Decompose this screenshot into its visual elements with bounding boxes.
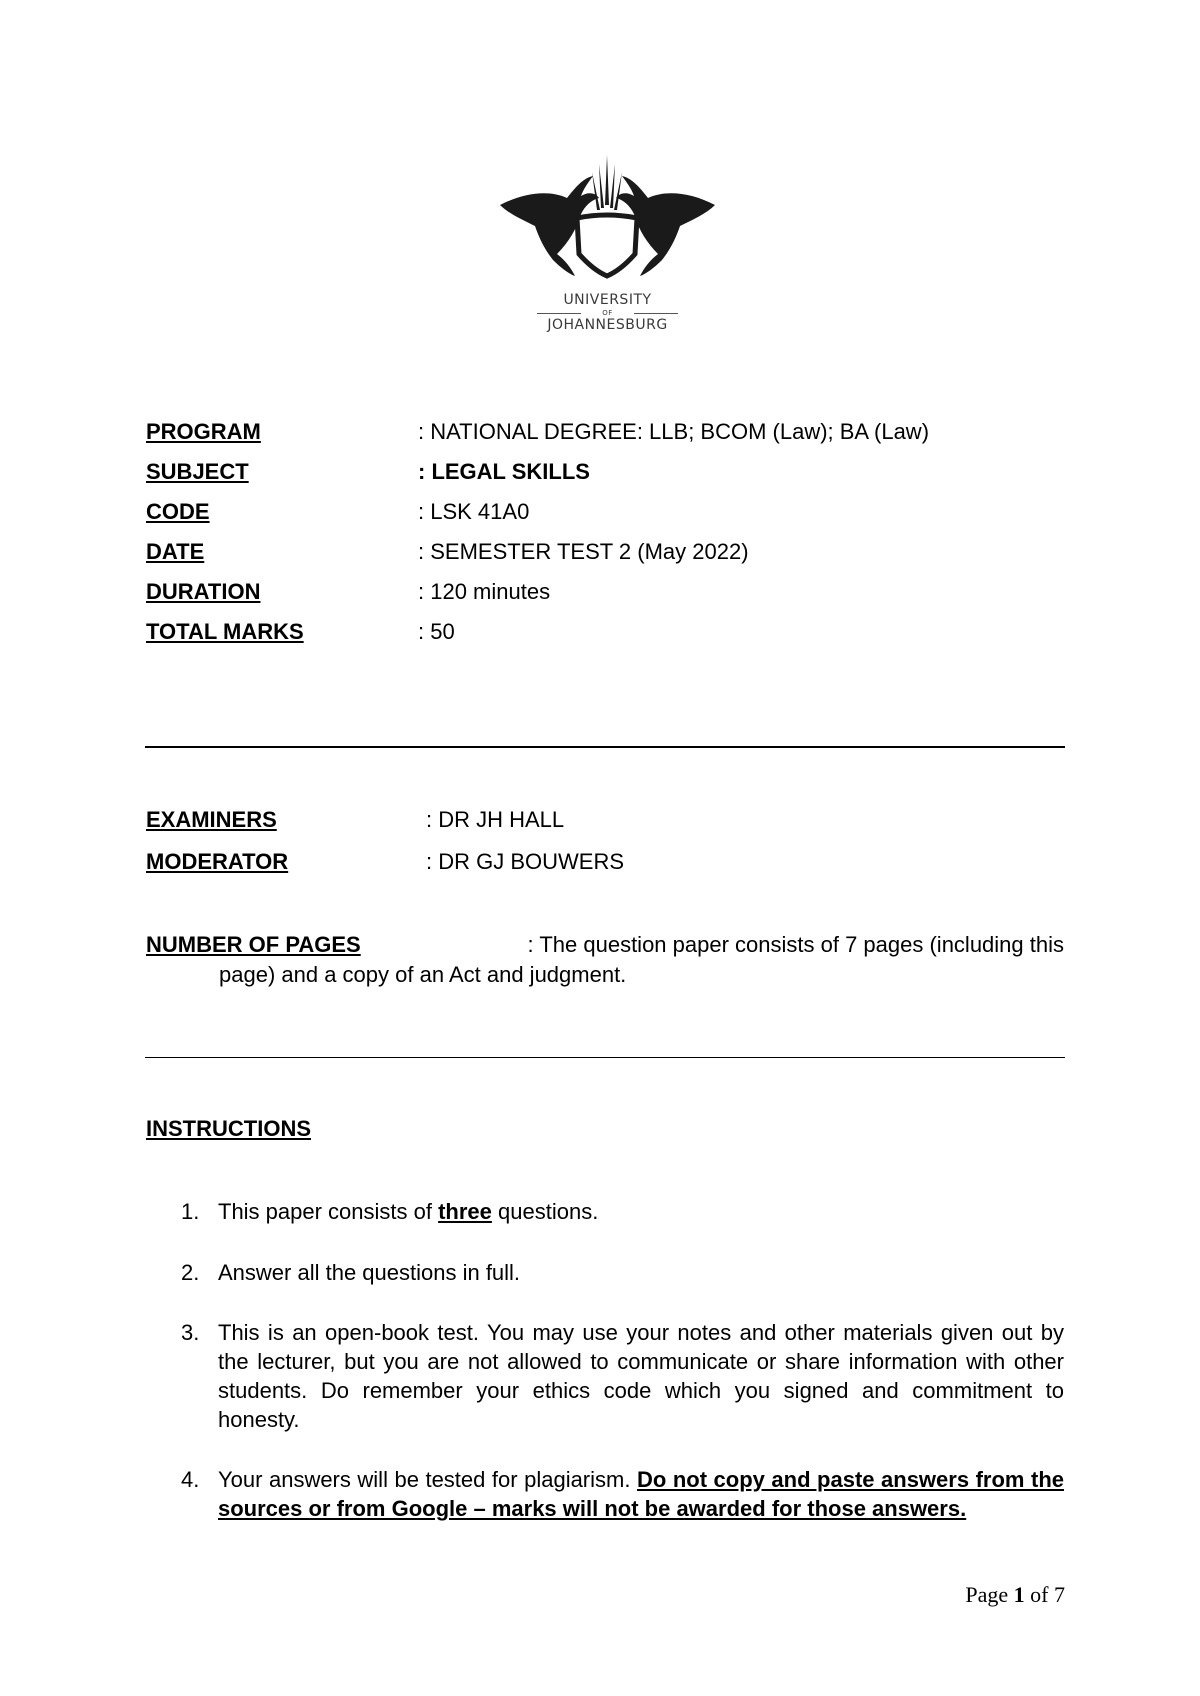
field-label: EXAMINERS xyxy=(146,807,277,832)
logo-text-university: UNIVERSITY xyxy=(563,292,652,308)
field-label: DURATION xyxy=(146,579,261,604)
pages-text-line1: : The question paper consists of 7 pages (including this xyxy=(527,932,1064,957)
field-duration xyxy=(146,579,551,605)
field-value: : SEMESTER TEST 2 (May 2022) xyxy=(418,539,749,564)
field-total-marks xyxy=(146,619,455,645)
instruction-item xyxy=(146,1465,1064,1523)
footer-page-word: Page xyxy=(965,1582,1009,1607)
item-number: 4. xyxy=(181,1467,200,1492)
instruction-item xyxy=(146,1258,1064,1287)
university-logo xyxy=(495,150,720,340)
instructions-heading: INSTRUCTIONS xyxy=(146,1116,311,1141)
field-code xyxy=(146,499,530,525)
field-examiners xyxy=(146,807,565,833)
page-footer xyxy=(965,1582,1065,1608)
item-number: 1. xyxy=(181,1199,200,1224)
number-of-pages xyxy=(146,930,1064,990)
item-emphasis: Do not copy and paste answers from the sources or from Google – marks will not be awarded for those answers. xyxy=(218,1467,1065,1521)
field-value: : 50 xyxy=(418,619,455,644)
item-text: Your answers will be tested for plagiarism. xyxy=(218,1467,637,1492)
field-label: DATE xyxy=(146,539,205,564)
pages-label: NUMBER OF PAGES xyxy=(146,932,361,957)
item-emphasis: three xyxy=(438,1199,492,1224)
field-moderator xyxy=(146,849,625,875)
field-value: : DR GJ BOUWERS xyxy=(426,849,625,874)
instruction-item xyxy=(146,1197,1064,1226)
logo-text-johannesburg: JOHANNESBURG xyxy=(547,317,668,333)
field-value: : LEGAL SKILLS xyxy=(418,459,590,484)
field-subject xyxy=(146,459,590,485)
logo-text-of: OF xyxy=(602,309,613,317)
field-label: TOTAL MARKS xyxy=(146,619,304,644)
footer-of-word: of xyxy=(1030,1582,1049,1607)
field-label: MODERATOR xyxy=(146,849,289,874)
pages-text-line2: page) and a copy of an Act and judgment. xyxy=(219,962,627,987)
item-text: This paper consists of xyxy=(218,1199,439,1224)
field-label: PROGRAM xyxy=(146,419,261,444)
footer-total-pages: 7 xyxy=(1054,1582,1065,1607)
field-value: : 120 minutes xyxy=(418,579,551,604)
field-label: SUBJECT xyxy=(146,459,249,484)
item-text: Answer all the questions in full. xyxy=(218,1260,521,1285)
field-date xyxy=(146,539,749,565)
field-program xyxy=(146,419,930,445)
divider-bottom xyxy=(145,1057,1065,1058)
footer-page-number: 1 xyxy=(1013,1582,1025,1607)
item-text: This is an open-book test. You may use your notes and other materials given out by the lecturer, but you are not allowed to communicate or share information with other students. Do remember your ethics code which you signed and commitment to honesty. xyxy=(218,1320,1064,1432)
field-value: : LSK 41A0 xyxy=(418,499,530,524)
field-label: CODE xyxy=(146,499,210,524)
logo-rule-right xyxy=(634,313,678,314)
field-value: : NATIONAL DEGREE: LLB; BCOM (Law); BA (Law) xyxy=(418,419,930,444)
hornbill-crest-icon xyxy=(495,150,720,290)
item-text: questions. xyxy=(491,1199,599,1224)
item-number: 2. xyxy=(181,1260,200,1285)
divider-top xyxy=(145,746,1065,748)
field-value: : DR JH HALL xyxy=(426,807,565,832)
item-number: 3. xyxy=(181,1320,200,1345)
instruction-item xyxy=(146,1318,1064,1434)
